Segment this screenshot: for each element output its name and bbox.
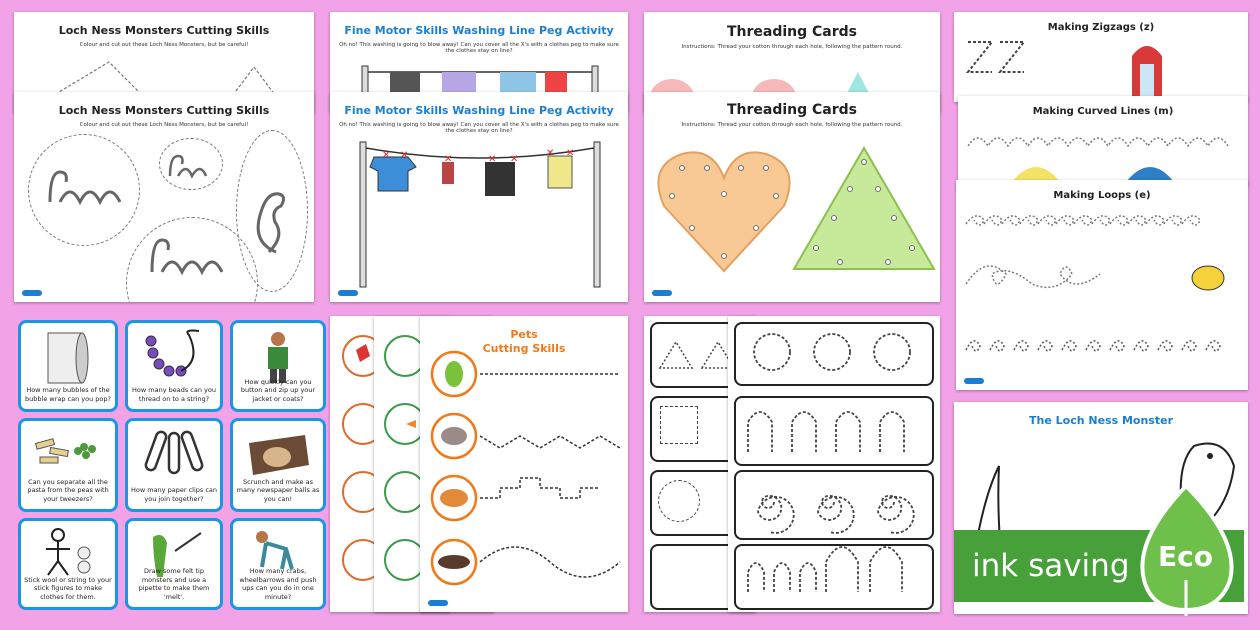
svg-text:✕: ✕ xyxy=(566,148,575,159)
triangle-threading-card xyxy=(790,144,938,274)
bubble-wrap-roll-icon xyxy=(38,329,98,385)
curved-line-tracing-graphic xyxy=(958,118,1248,186)
stick-figure-icon xyxy=(38,527,98,579)
task-card[interactable] xyxy=(125,518,223,610)
zigzag-tracing-graphic xyxy=(954,34,1248,102)
sheet-subtitle: Instructions: Thread your cotton through each hole, following the pattern round. xyxy=(681,44,903,50)
paper-clips-icon xyxy=(139,427,209,483)
loch-ness-monster-icon xyxy=(144,227,234,277)
publisher-logo xyxy=(428,600,448,606)
loch-ness-monster-icon xyxy=(246,162,296,262)
loch-ness-sheet[interactable] xyxy=(14,92,314,302)
curved-lines-sheet[interactable] xyxy=(958,96,1248,186)
loops-sheet[interactable] xyxy=(956,180,1248,390)
zigzags-sheet[interactable] xyxy=(954,12,1248,102)
dog-newspaper-icon xyxy=(243,427,313,479)
ink-saving-label: ink saving xyxy=(972,548,1130,584)
pets-cutting-sheet[interactable] xyxy=(420,316,628,612)
task-card[interactable] xyxy=(230,518,326,610)
tracing-patterns-graphic xyxy=(734,322,930,606)
card-question: Scrunch and make as many newspaper balls as you can! xyxy=(236,477,320,503)
svg-text:✕: ✕ xyxy=(546,148,555,159)
publisher-logo xyxy=(22,290,42,296)
svg-text:✕: ✕ xyxy=(382,150,391,161)
task-card[interactable] xyxy=(230,418,326,512)
card-question: How many beads can you thread on to a string? xyxy=(132,386,216,403)
task-card[interactable] xyxy=(18,320,118,412)
task-card[interactable] xyxy=(18,518,118,610)
svg-text:✕: ✕ xyxy=(510,154,519,165)
sheet-title: Making Zigzags (z) xyxy=(1047,22,1155,33)
publisher-logo xyxy=(964,378,984,384)
card-question: How many crabs, wheelbarrows and push ups can you do in one minute? xyxy=(239,567,317,601)
task-card[interactable] xyxy=(125,320,223,412)
tracing-sheet[interactable] xyxy=(728,316,940,612)
eco-label: Eco xyxy=(1158,540,1213,573)
loop-tracing-graphic xyxy=(956,204,1248,384)
threading-cards-sheet[interactable] xyxy=(644,92,940,302)
task-card[interactable] xyxy=(125,418,223,512)
card-question: How many bubbles of the bubble wrap can you pop? xyxy=(25,386,111,403)
sheet-title: Making Curved Lines (m) xyxy=(1032,106,1174,117)
publisher-logo xyxy=(652,290,672,296)
svg-text:✕: ✕ xyxy=(444,154,453,165)
loch-ness-monster-icon xyxy=(42,162,122,212)
circle-tracing-shape xyxy=(658,480,700,522)
sheet-subtitle: Instructions: Thread your cotton through each hole, following the pattern round. xyxy=(681,122,903,128)
publisher-logo xyxy=(338,290,358,296)
pasta-peas-icon xyxy=(30,427,106,477)
heart-threading-card xyxy=(652,146,796,276)
sheet-title: Fine Motor Skills Washing Line Peg Activity xyxy=(344,104,614,117)
sheet-subtitle: Oh no! This washing is going to blow away! Can you cover all the X's with a clothes peg to make sure the clothes stay on line? xyxy=(339,122,619,134)
task-card[interactable] xyxy=(18,418,118,512)
task-card[interactable] xyxy=(230,320,326,412)
loch-ness-monster-icon xyxy=(164,150,214,180)
sheet-subtitle: Oh no! This washing is going to blow away! Can you cover all the X's with a clothes peg to make sure the clothes stay on line? xyxy=(339,42,619,54)
card-question: How many paper clips can you join together? xyxy=(131,486,218,503)
sheet-title-line-2: Cutting Skills xyxy=(482,342,566,355)
sheet-title: Loch Ness Monsters Cutting Skills xyxy=(58,104,270,117)
card-question: Stick wool or string to your stick figures to make clothes for them. xyxy=(24,575,112,601)
sheet-title: Fine Motor Skills Washing Line Peg Activity xyxy=(344,24,614,37)
sheet-title: Threading Cards xyxy=(726,102,858,118)
pets-cutting-lines-graphic xyxy=(420,344,628,606)
bead-string-icon xyxy=(139,329,209,379)
sheet-title: The Loch Ness Monster xyxy=(1029,414,1173,427)
sheet-title: Making Loops (e) xyxy=(1053,190,1151,201)
card-question: Can you separate all the pasta from the peas with your tweezers? xyxy=(27,477,109,503)
sheet-title: Loch Ness Monsters Cutting Skills xyxy=(58,24,270,37)
card-question: Draw some felt tip monsters and use a pipette to make them 'melt'. xyxy=(138,567,210,601)
sheet-title: Threading Cards xyxy=(726,24,858,40)
card-question: How quickly can you button and zip up your jacket or coats? xyxy=(240,377,316,403)
sheet-title-line-1: Pets xyxy=(510,328,538,341)
washing-line-graphic xyxy=(330,132,628,292)
svg-text:✕: ✕ xyxy=(400,150,409,161)
sheet-subtitle: Colour and cut out these Loch Ness Monsters, but be careful! xyxy=(79,42,249,48)
washing-line-sheet[interactable] xyxy=(330,92,628,302)
sheet-subtitle: Colour and cut out these Loch Ness Monsters, but be careful! xyxy=(79,122,249,128)
svg-text:✕: ✕ xyxy=(488,154,497,165)
square-tracing-shape xyxy=(660,406,698,444)
